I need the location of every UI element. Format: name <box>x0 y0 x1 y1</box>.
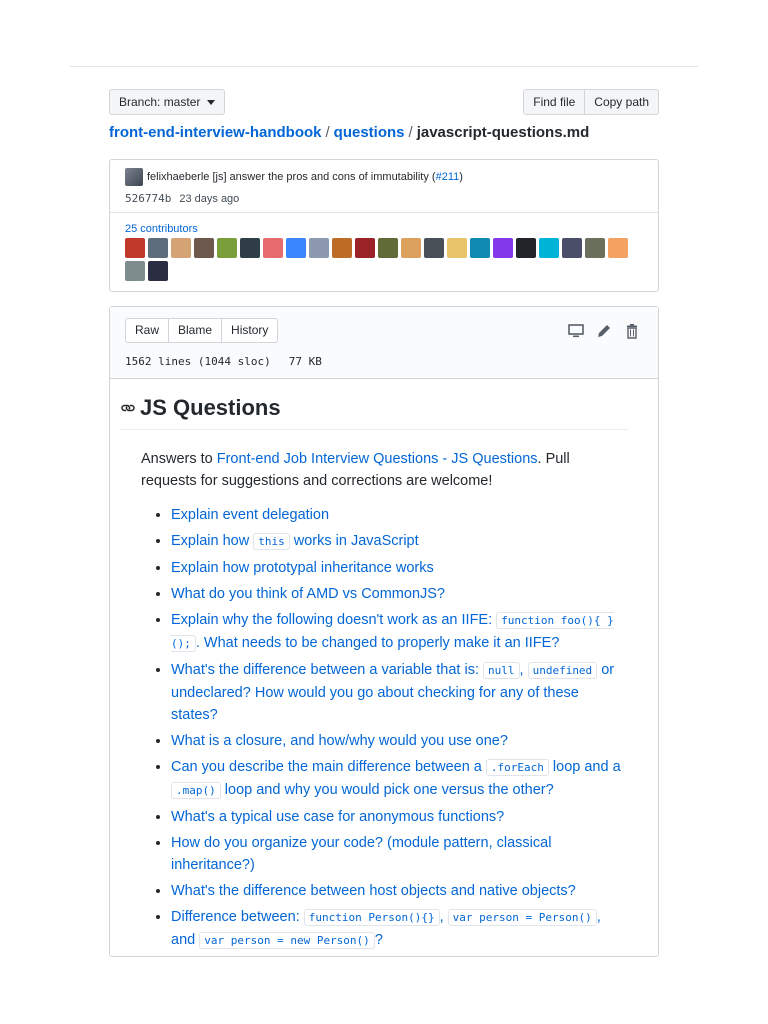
contributor-avatar[interactable] <box>608 238 628 258</box>
contributor-avatars <box>125 238 645 284</box>
file-action-icons <box>568 323 640 339</box>
contributor-avatar[interactable] <box>401 238 421 258</box>
inline-code: var person = new Person() <box>199 932 375 949</box>
commit-pr-link[interactable]: #211 <box>435 171 460 183</box>
question-text: What's the difference between a variable that is: <box>171 662 484 678</box>
contributors <box>110 213 658 291</box>
inline-code: null <box>483 662 520 679</box>
question-text: Difference between: <box>171 909 304 925</box>
question-text: works in JavaScript <box>293 533 419 549</box>
trash-icon[interactable] <box>624 323 640 339</box>
commit-tease <box>109 159 659 292</box>
question-link[interactable]: What's a typical use case for anonymous functions? <box>171 809 505 825</box>
list-item <box>171 880 628 902</box>
question-link[interactable] <box>171 662 614 723</box>
question-link[interactable]: Explain event delegation <box>171 507 330 523</box>
question-list <box>141 504 628 952</box>
breadcrumb <box>109 124 659 141</box>
file-navigation <box>109 89 659 115</box>
file-content <box>109 306 659 957</box>
question-link[interactable]: What is a closure, and how/why would you use one? <box>171 733 508 749</box>
list-item <box>171 906 628 952</box>
question-link[interactable]: What do you think of AMD vs CommonJS? <box>171 586 445 602</box>
list-item <box>171 609 628 655</box>
inline-code: function foo(){ }(); <box>171 614 614 650</box>
find-file-button[interactable]: Find file <box>523 89 585 115</box>
list-item <box>171 530 628 553</box>
list-item <box>171 504 628 526</box>
file-header <box>110 307 658 379</box>
inline-code: this <box>253 533 290 550</box>
list-item <box>171 832 628 876</box>
question-link[interactable] <box>171 909 601 948</box>
contributor-avatar[interactable] <box>493 238 513 258</box>
file-view <box>109 89 659 957</box>
list-item <box>171 583 628 605</box>
commit-text[interactable]: [js] answer the pros and cons of immutability ( <box>212 171 436 183</box>
question-text: ? <box>374 932 383 948</box>
contributor-avatar[interactable] <box>171 238 191 258</box>
commit-author[interactable]: felixhaeberle <box>147 171 210 183</box>
question-text: Explain why the following doesn't work as an IIFE: <box>171 612 497 628</box>
breadcrumb-separator: / <box>325 124 330 141</box>
contributor-avatar[interactable] <box>309 238 329 258</box>
file-view-buttons <box>125 318 643 343</box>
caret-down-icon <box>207 100 215 105</box>
contributor-avatar[interactable] <box>148 261 168 281</box>
contributor-avatar[interactable] <box>240 238 260 258</box>
contributor-avatar[interactable] <box>378 238 398 258</box>
question-link[interactable] <box>171 533 419 549</box>
contributor-avatar[interactable] <box>562 238 582 258</box>
raw-button[interactable]: Raw <box>125 318 169 343</box>
inline-code: .map() <box>171 782 221 799</box>
question-link[interactable]: What's the difference between host objects and native objects? <box>171 883 576 899</box>
readme <box>110 379 658 952</box>
pencil-icon[interactable] <box>596 323 612 339</box>
question-text: , <box>439 909 448 925</box>
list-item <box>171 659 628 726</box>
file-size: 77 KB <box>288 355 322 368</box>
question-link[interactable]: Explain how prototypal inheritance works <box>171 560 434 576</box>
contributor-avatar[interactable] <box>516 238 536 258</box>
contributor-avatar[interactable] <box>194 238 214 258</box>
readme-heading <box>120 395 628 430</box>
commit-time: 23 days ago <box>179 193 240 205</box>
contributor-avatar[interactable] <box>585 238 605 258</box>
question-text: or undeclared? How would you go about checking for any of these states? <box>171 662 615 723</box>
contributor-avatar[interactable] <box>263 238 283 258</box>
breadcrumb-separator: / <box>408 124 413 141</box>
inline-code: undefined <box>528 662 598 679</box>
list-item <box>171 730 628 752</box>
breadcrumb-repo-link[interactable]: front-end-interview-handbook <box>109 124 322 141</box>
question-link[interactable] <box>171 759 621 798</box>
list-item <box>171 806 628 828</box>
commit-message <box>125 168 643 186</box>
copy-path-button[interactable]: Copy path <box>585 89 659 115</box>
contributor-avatar[interactable] <box>286 238 306 258</box>
inline-code: function Person(){} <box>304 909 440 926</box>
desktop-icon[interactable] <box>568 323 584 339</box>
inline-code: .forEach <box>486 759 549 776</box>
question-text: loop and a <box>548 759 621 775</box>
blame-button[interactable]: Blame <box>169 318 222 343</box>
question-text: Explain how <box>171 533 254 549</box>
latest-commit <box>110 160 658 213</box>
top-divider <box>70 66 698 67</box>
inline-code: var person = Person() <box>448 909 597 926</box>
intro-link[interactable]: Front-end Job Interview Questions - JS Questions <box>216 451 538 467</box>
commit-meta <box>125 192 643 205</box>
commit-sha[interactable]: 526774b <box>125 192 172 205</box>
anchor-link-icon[interactable] <box>120 400 136 416</box>
history-button[interactable]: History <box>222 318 278 343</box>
author-avatar[interactable] <box>125 168 143 186</box>
branch-label: Branch: master <box>119 95 201 109</box>
commit-text-end: ) <box>459 171 463 183</box>
question-text: , and <box>171 909 601 948</box>
list-item <box>171 557 628 579</box>
contributor-avatar[interactable] <box>332 238 352 258</box>
question-text: , <box>519 662 528 678</box>
readme-intro <box>141 448 628 492</box>
intro-text-end: . Pull requests for suggestions and corrections are welcome! <box>141 451 570 489</box>
intro-text: Answers to <box>141 451 217 467</box>
question-link[interactable] <box>171 612 614 651</box>
branch-select-button[interactable] <box>109 89 225 115</box>
question-text: loop and why you would pick one versus the other? <box>220 782 554 798</box>
file-actions <box>523 89 659 115</box>
breadcrumb-file: javascript-questions.md <box>416 124 590 141</box>
contributor-avatar[interactable] <box>424 238 444 258</box>
list-item <box>171 756 628 802</box>
contributor-avatar[interactable] <box>148 238 168 258</box>
file-info <box>125 355 643 368</box>
question-text: . What needs to be changed to properly make it an IIFE? <box>195 635 560 651</box>
contributor-avatar[interactable] <box>125 238 145 258</box>
contributor-avatar[interactable] <box>355 238 375 258</box>
contributor-avatar[interactable] <box>447 238 467 258</box>
contributor-avatar[interactable] <box>539 238 559 258</box>
file-lines: 1562 lines (1044 sloc) <box>125 355 271 368</box>
readme-title: JS Questions <box>140 395 281 420</box>
contributor-avatar[interactable] <box>217 238 237 258</box>
question-link[interactable]: How do you organize your code? (module pattern, classical inheritance?) <box>171 835 552 873</box>
breadcrumb-folder-link[interactable]: questions <box>333 124 405 141</box>
contributor-avatar[interactable] <box>125 261 145 281</box>
contributor-avatar[interactable] <box>470 238 490 258</box>
question-text: Can you describe the main difference between a <box>171 759 486 775</box>
contributors-link[interactable]: 25 contributors <box>125 223 198 235</box>
